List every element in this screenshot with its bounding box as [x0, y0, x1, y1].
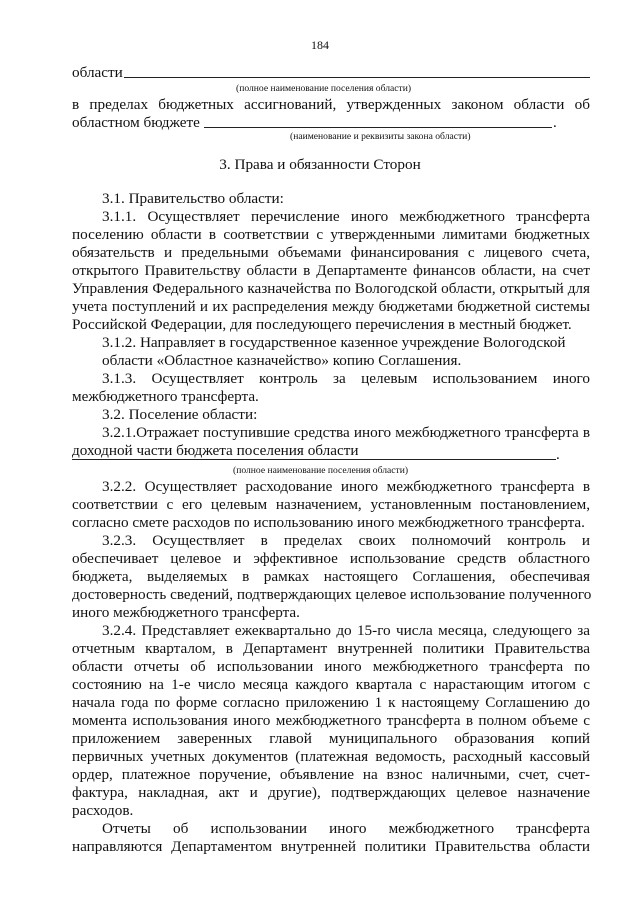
para-3-1-1-line: учета поступлений и их распределения между бюджетами бюджетной системы: [72, 298, 590, 315]
settlement-blank-2: [72, 459, 556, 460]
para-3-2-4-line: момента использования иного межбюджетного трансферта в полном объеме с: [72, 712, 590, 729]
oblasti-label: области: [72, 64, 123, 81]
para-reports-line: направляются Департаментом внутренней политики Правительства области: [72, 838, 590, 855]
caption-law: (наименование и реквизиты закона области): [290, 131, 471, 142]
para-3-2-1-line: 3.2.1.Отражает поступившие средства иного межбюджетного трансферта в: [102, 424, 590, 441]
para-3-2-1-line: доходной части бюджета поселения области: [72, 442, 359, 459]
para-3-1-3-line: 3.1.3. Осуществляет контроль за целевым использованием иного: [102, 370, 590, 387]
para-3-2-4-line: расходов.: [72, 802, 134, 819]
para-3-2-4-line: ордер, платежное поручение, объявление на взнос наличными, счет, счет-: [72, 766, 590, 783]
para-3-2-4-line: отчетным кварталом, в Департамент внутренней политики Правительства: [72, 640, 590, 657]
para-3-2-4-line: 3.2.4. Представляет ежеквартально до 15-го числа месяца, следующего за: [102, 622, 590, 639]
para-3-2-3-line: иного межбюджетного трансферта.: [72, 604, 300, 621]
para-3-1-2-line: области «Областное казначейство» копию Соглашения.: [102, 352, 462, 369]
section-heading: 3. Права и обязанности Сторон: [219, 156, 421, 173]
para-3-2-3-line: обеспечивает целевое и эффективное использование средств областного: [72, 550, 590, 567]
para-reports-line: Отчеты об использовании иного межбюджетного трансферта: [102, 820, 590, 837]
para-3-1-1-line: открытого Правительству области в Департаменте финансов области, на счет: [72, 262, 590, 279]
para-3-2-3-line: достоверность сведений, подтверждающих целевое использование полученного: [72, 586, 592, 603]
para-3-2-4-line: фактура, накладная, акт и другие), подтверждающих целевое назначение: [72, 784, 590, 801]
para-3-1-3-line: межбюджетного трансферта.: [72, 388, 259, 405]
page-number: 184: [311, 38, 329, 52]
para-3-1-1-line: Российской Федерации, для последующего перечисления в местный бюджет.: [72, 316, 572, 333]
law-blank-dot: .: [553, 115, 557, 131]
para-3-2-4-line: состоянию на 1-е число месяца каждого квартала с нарастающим итогом с: [72, 676, 590, 693]
para-3-2-4-line: начала года по форме согласно приложению 1 к настоящему Соглашению до: [72, 694, 590, 711]
para-3-2-3-line: 3.2.3. Осуществляет в пределах своих полномочий контроль и: [102, 532, 590, 549]
budget-line-2-text: областном бюджете: [72, 114, 200, 131]
para-3-2-2-line: соответствии с его целевым назначением, установленным постановлением,: [72, 496, 590, 513]
para-3-1-1-line: Управления Федерального казначейства по Вологодской области, открытый для: [72, 280, 590, 297]
para-3-2: 3.2. Поселение области:: [102, 406, 258, 423]
para-3-2-2-line: 3.2.2. Осуществляет расходование иного межбюджетного трансферта в: [102, 478, 590, 495]
para-3-2-4-line: приложением заверенных главой муниципального образования копий: [72, 730, 590, 747]
para-3-2-4-line: первичных учетных документов (платежная ведомость, расходный кассовый: [72, 748, 590, 765]
para-3-2-4-line: области отчеты об использовании иного межбюджетного трансферта по: [72, 658, 590, 675]
para-3-1: 3.1. Правительство области:: [102, 190, 284, 207]
settlement-blank-2-dot: .: [556, 447, 560, 463]
settlement-blank: [124, 77, 590, 78]
caption-settlement: (полное наименование поселения области): [236, 83, 412, 94]
para-3-1-1-line: обязательств и предельными объемами финансирования с лицевого счета,: [72, 244, 590, 261]
para-3-2-3-line: бюджета, выделяемых в рамках настоящего Соглашения, обеспечивая: [72, 568, 590, 585]
para-3-1-1-line: 3.1.1. Осуществляет перечисление иного межбюджетного трансферта: [102, 208, 590, 225]
caption-settlement-2: (полное наименование поселения области): [233, 465, 409, 476]
budget-line-1: в пределах бюджетных ассигнований, утвержденных законом области об: [72, 96, 590, 113]
para-3-2-2-line: согласно смете расходов по использованию иного межбюджетного трансферта.: [72, 514, 585, 531]
para-3-1-1-line: поселению области в соответствии с утвержденными лимитами бюджетных: [72, 226, 590, 243]
para-3-1-2-line: 3.1.2. Направляет в государственное казенное учреждение Вологодской: [102, 334, 566, 351]
